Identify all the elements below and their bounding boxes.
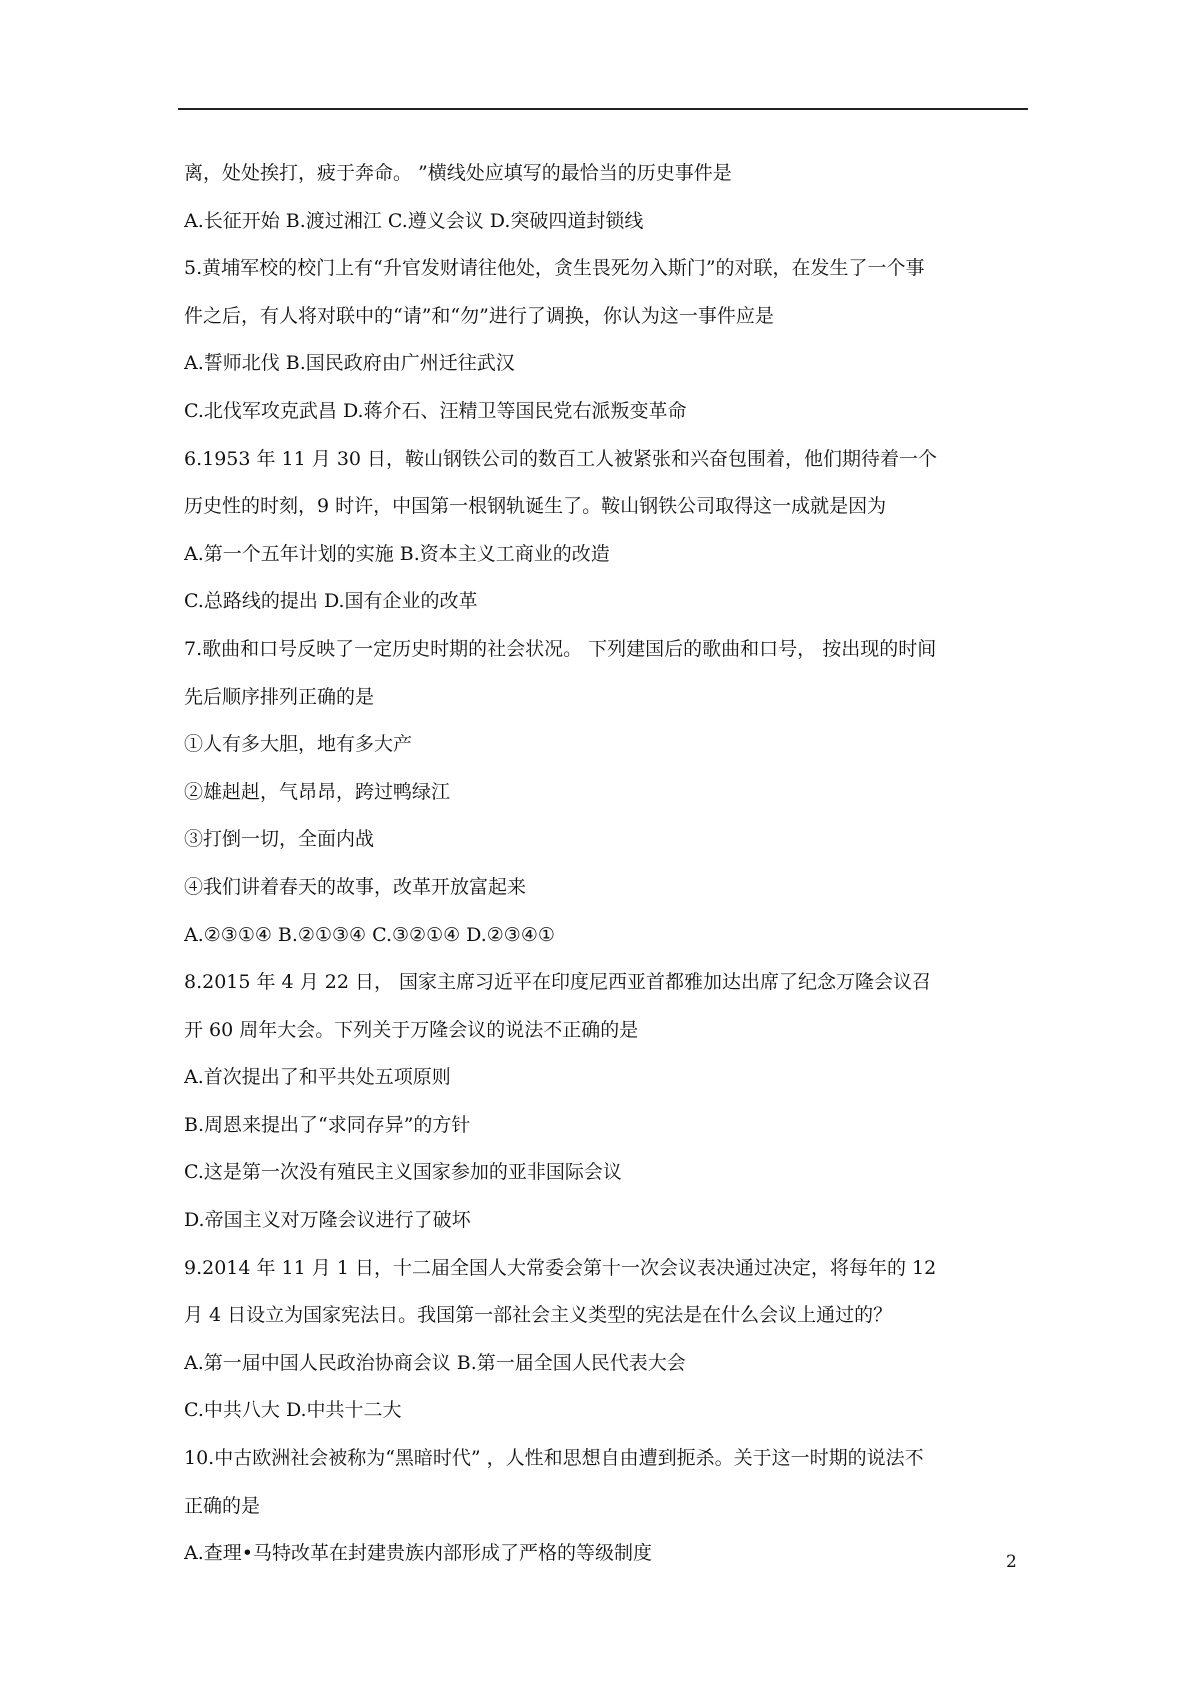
text-line: 离，处处挨打，疲于奔命。 ”横线处应填写的最恰当的历史事件是 [184, 162, 732, 184]
text-line: ③打倒一切，全面内战 [184, 828, 375, 851]
text-line: A.第一届中国人民政治协商会议 B.第一届全国人民代表大会 [184, 1351, 686, 1374]
header-rule [178, 108, 1028, 110]
page-number: 2 [1006, 1552, 1017, 1572]
text-line: B.周恩来提出了“求同存异”的方针 [184, 1113, 471, 1136]
text-line: D.帝国主义对万隆会议进行了破坏 [184, 1209, 471, 1232]
text-line: A.誓师北伐 B.国民政府由广州迁往武汉 [184, 352, 515, 375]
text-line: 5.黄埔军校的校门上有“升官发财请往他处，贪生畏死勿入斯门”的对联，在发生了一个事 [184, 257, 925, 280]
text-line: ①人有多大胆，地有多大产 [184, 733, 413, 756]
page-content [184, 150, 1026, 1578]
text-line: 9.2014 年 11 月 1 日，十二届全国人大常委会第十一次会议表决通过决定，将每年的 12 [184, 1256, 937, 1279]
text-line: ②雄赳赳，气昂昂，跨过鸭绿江 [184, 780, 451, 803]
text-line: 历史性的时刻，9 时许，中国第一根钢轨诞生了。鞍山钢铁公司取得这一成就是因为 [184, 495, 887, 518]
text-line: 10.中古欧洲社会被称为“黑暗时代” ，人性和思想自由遭到扼杀。关于这一时期的说法不 [184, 1447, 924, 1470]
text-line: 6.1953 年 11 月 30 日，鞍山钢铁公司的数百工人被紧张和兴奋包围着，他们期待着一个 [184, 447, 938, 470]
text-line: A.②③①④ B.②①③④ C.③②①④ D.②③④① [184, 923, 555, 946]
text-line: A.长征开始 B.渡过湘江 C.遵义会议 D.突破四道封锁线 [184, 209, 644, 232]
text-line: 月 4 日设立为国家宪法日。我国第一部社会主义类型的宪法是在什么会议上通过的？ [184, 1304, 893, 1327]
text-line: 7.歌曲和口号反映了一定历史时期的社会状况。 下列建国后的歌曲和口号， 按出现的时间 [184, 637, 937, 660]
text-line: ④我们讲着春天的故事，改革开放富起来 [184, 875, 527, 898]
text-line: C.这是第一次没有殖民主义国家参加的亚非国际会议 [184, 1161, 622, 1184]
text-line: C.北伐军攻克武昌 D.蒋介石、汪精卫等国民党右派叛变革命 [184, 399, 687, 422]
text-line: A.第一个五年计划的实施 B.资本主义工商业的改造 [184, 542, 610, 565]
text-line: A.首次提出了和平共处五项原则 [184, 1066, 451, 1089]
text-line: 先后顺序排列正确的是 [184, 685, 375, 708]
text-line: 8.2015 年 4 月 22 日， 国家主席习近平在印度尼西亚首都雅加达出席了纪念万隆会议召 [184, 971, 931, 994]
text-line: C.总路线的提出 D.国有企业的改革 [184, 590, 478, 613]
text-line: A.查理•马特改革在封建贵族内部形成了严格的等级制度 [184, 1542, 652, 1565]
text-line: 正确的是 [184, 1494, 261, 1517]
text-line: 件之后，有人将对联中的“请”和“勿”进行了调换，你认为这一事件应是 [184, 304, 774, 327]
text-line: 开 60 周年大会。下列关于万隆会议的说法不正确的是 [184, 1018, 639, 1041]
text-line: C.中共八大 D.中共十二大 [184, 1399, 402, 1422]
